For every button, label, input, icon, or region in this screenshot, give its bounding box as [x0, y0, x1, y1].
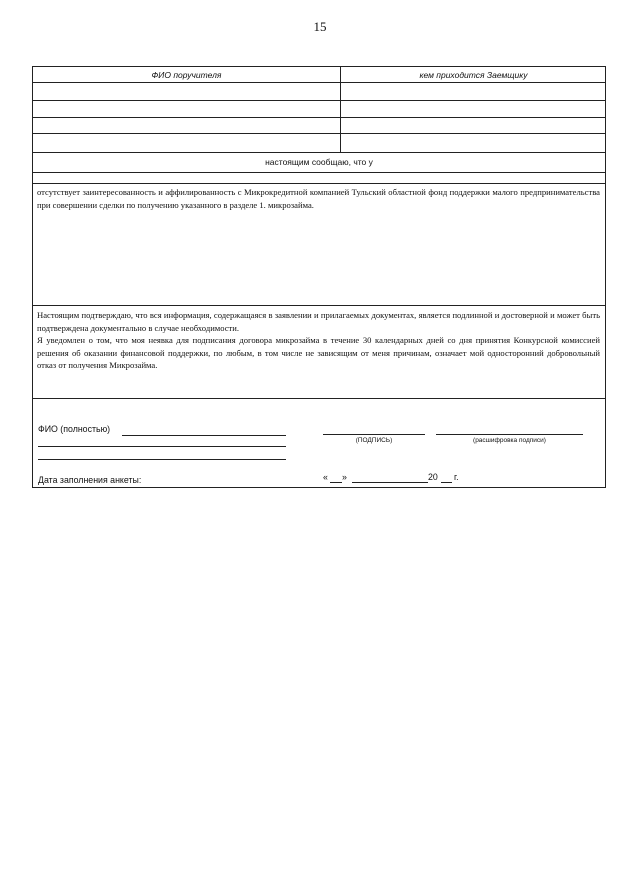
guarantor-fio-cell-1[interactable]	[33, 82, 340, 100]
guarantor-relation-cell-4[interactable]	[341, 133, 606, 152]
guarantor-fio-cell-2[interactable]	[33, 100, 340, 117]
section-divider	[33, 398, 605, 399]
signature-caption: (ПОДПИСЬ)	[355, 437, 393, 444]
date-year-suffix: г.	[454, 472, 459, 482]
section-divider	[33, 305, 605, 306]
statement-intro: настоящим сообщаю, что у	[265, 157, 373, 167]
date-open-quote: «	[323, 472, 328, 482]
section-divider	[33, 183, 605, 184]
decoding-caption: (расшифровка подписи)	[473, 437, 546, 444]
fill-date-label: Дата заполнения анкеты:	[38, 475, 142, 485]
decoding-line[interactable]	[436, 434, 583, 435]
fio-full-label: ФИО (полностью)	[38, 424, 111, 434]
relation-header: кем приходится Заемщику	[419, 70, 528, 80]
guarantor-fio-cell-3[interactable]	[33, 117, 340, 133]
date-year-prefix: 20	[428, 472, 438, 482]
fio-full-line-2[interactable]	[38, 446, 286, 447]
fio-guarantor-header: ФИО поручителя	[151, 70, 222, 80]
guarantor-form	[32, 66, 606, 488]
date-day-field[interactable]	[330, 482, 342, 483]
confirmation-paragraph-1: Настоящим подтверждаю, что вся информация, содержащаяся в заявлении и прилагаемых документах, является подлинной и достоверной и может быть подтверждена документально в случае необходимости.	[37, 310, 600, 333]
date-month-field[interactable]	[352, 482, 428, 483]
confirmation-paragraph-2: Я уведомлен о том, что моя неявка для подписания договора микрозайма в течение 30 календарных дней со дня принятия Конкурсной комиссией решения об оказании финансовой поддержки, по любым, в том числе не зависящим от меня причинам, означает мой односторонний добровольный отказ от получения Микрозайма.	[37, 335, 600, 370]
signature-line[interactable]	[323, 434, 425, 435]
guarantor-relation-cell-2[interactable]	[341, 100, 606, 117]
date-year-field[interactable]	[441, 482, 452, 483]
fio-full-line-3[interactable]	[38, 459, 286, 460]
date-close-quote: »	[342, 472, 347, 482]
statement-paragraph: отсутствует заинтересованность и аффилированность с Микрокредитной компанией Тульский областной фонд поддержки малого предпринимательства при совершении сделки по получению указанного в разделе 1. микрозайма.	[37, 187, 600, 210]
guarantor-relation-cell-3[interactable]	[341, 117, 606, 133]
section-divider	[33, 172, 605, 173]
guarantor-relation-cell-1[interactable]	[341, 82, 606, 100]
fio-full-line-1[interactable]	[122, 435, 286, 436]
page-number: 15	[313, 19, 327, 34]
table-row-divider	[33, 152, 605, 153]
guarantor-fio-cell-4[interactable]	[33, 133, 340, 152]
